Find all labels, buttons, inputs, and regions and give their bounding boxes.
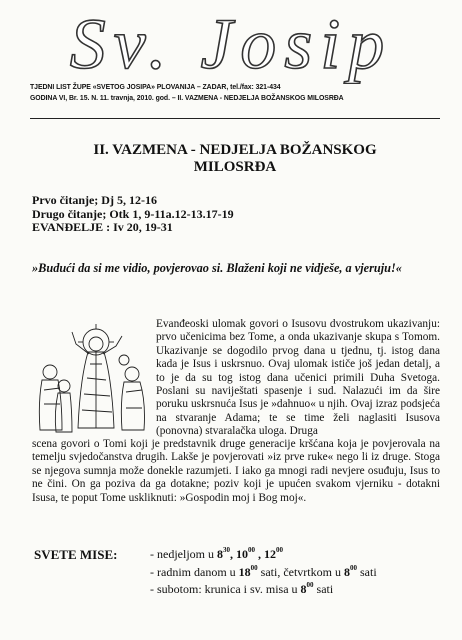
masses-saturday: - subotom: krunica i sv. misa u $8^{00}$ sati <box>150 581 334 596</box>
masthead-info-line1: TJEDNI LIST ŽUPE «SVETOG JOSIPA» PLOVANIJA – ZADAR, tel./fax: 321-434 <box>30 84 281 91</box>
readings-block <box>32 194 442 235</box>
gospel-quote: »Budući da si me vidio, povjerovao si. Blaženi koji ne vidješe, a vjeruju!« <box>32 261 402 275</box>
article-body-full: scena govori o Tomi koji je predstavnik druge generacije kršćana koja je povjerovala na temelju svjedočanstva drugih. Lakše je povjerovati »iz prve ruke« nego li iz druge. Stoga se njegova sumnja može donekle razumjeti. I iako ga mnogi radi nevjere osuđuju, Isus to ne čini. On ga poziva da ga dotakne; poziv koji je upućen svakom vjerniku - dotakni Isusa, te poput Tome uskliknuti: »Gospodin moj i Bog moj«. <box>32 438 440 504</box>
risen-christ-icon <box>32 320 156 440</box>
header-divider <box>30 118 440 119</box>
article-title <box>30 142 440 176</box>
masses-sunday: - nedjeljom u $8^{30}$, $10^{00}$ , $12^{00}$ <box>150 546 283 561</box>
masses-weekday: - radnim danom u $18^{00}$ sati, četvrtkom u $8^{00}$ sati <box>150 563 377 579</box>
article-title-line2: MILOSRĐA <box>193 159 277 175</box>
masthead-title <box>0 2 462 84</box>
article-title-line1: II. VAZMENA - NEDJELJA BOŽANSKOG <box>93 142 377 158</box>
masthead-title-text: Sv. Josip <box>69 4 393 84</box>
reading-first: Prvo čitanje; Dj 5, 12-16 <box>32 193 157 207</box>
masses-label: SVETE MISE: <box>34 547 118 562</box>
masthead-info-line2: GODINA VI, Br. 15. N. 11. travnja, 2010. god. – II. VAZMENA - NEDJELJA BOŽANSKOG MILOSRĐA <box>30 95 344 102</box>
masthead-info <box>30 82 440 104</box>
masses-schedule <box>150 546 440 599</box>
article-body-wrapped: Evanđeoski ulomak govori o Isusovu dvostrukom ukazivanju: prvo učenicima bez Tome, a onda ukazivanje skupa s Tomom. Ukazivanje se dogodilo prvog dana u tjednu, tj. istog dana kada je Isus i uskrsnuo. Ovaj ulomak ističe još jedan detalj, a to je da su tog istog dana učenici primili Duha Svetoga. Poslani su naviještati spasenje i sud. Nalazući im da šire poruku uskrsnuća Isus je »dahnuo« u njih. Ovaj izraz podsjeća na stvaranje Adama; te se time želi naglasiti Isusova (ponovna) stvaralačka uloga. Druga <box>156 318 440 438</box>
reading-gospel: EVANĐELJE : Iv 20, 19-31 <box>32 220 173 234</box>
reading-second: Drugo čitanje; Otk 1, 9-11a.12-13.17-19 <box>32 206 234 221</box>
